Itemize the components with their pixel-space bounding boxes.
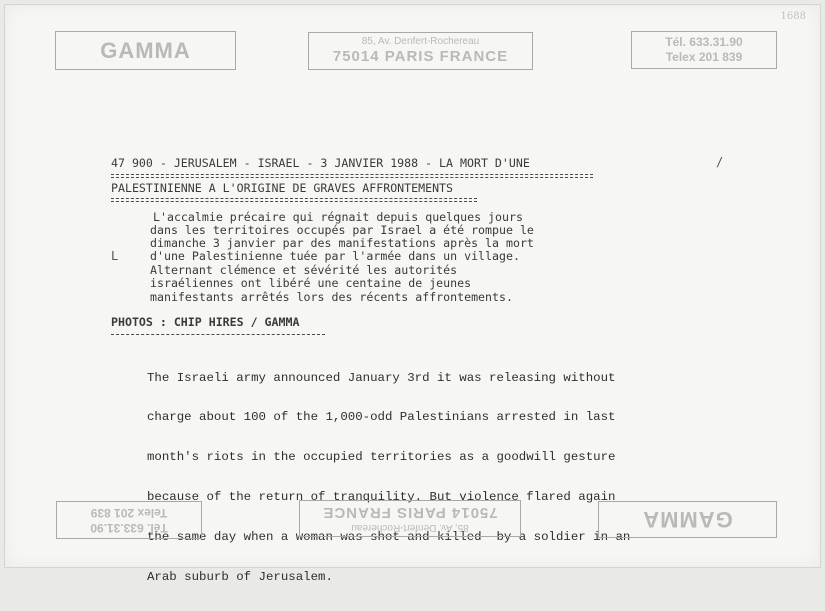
headline-rule-1 [111,174,593,178]
gamma-logo-text: GAMMA [642,507,733,533]
french-line: L'accalmie précaire qui régnait depuis quelques jours [153,210,523,224]
left-margin-mark: L [111,249,119,263]
english-caption [147,345,707,611]
french-line: israéliennes ont libéré une centaine de jeunes [150,276,472,290]
press-photo-back [4,4,821,585]
phone-number: Tél. 633.31.90 [665,35,743,49]
credit-rule [111,334,325,335]
french-line: dimanche 3 janvier par des manifestations après la mort [150,236,534,250]
gamma-logo-stamp-bottom [598,501,777,538]
english-line: Arab suburb of Jerusalem. [147,570,333,585]
gamma-logo-text: GAMMA [100,37,191,63]
address-street: 85, Av. Denfert-Rochereau [351,522,469,533]
headline-line-2: PALESTINIENNE A L'ORIGINE DE GRAVES AFFRONTEMENTS [111,181,454,195]
photo-credit: PHOTOS : CHIP HIRES / GAMMA [111,315,300,329]
phone-stamp-top [631,31,777,69]
english-line: month's riots in the occupied territories as a goodwill gesture [147,450,616,465]
english-line: the same day when a woman was shot and killed by a soldier in an [147,530,631,545]
french-line: d'une Palestinienne tuée par l'armée dans un village. [150,249,520,263]
telex-number: Telex 201 839 [665,50,743,64]
phone-stamp-bottom [56,501,202,539]
english-line: charge about 100 of the 1,000-odd Palestinians arrested in last [147,410,616,425]
headline-rule-2 [111,198,477,202]
pencil-note: 1688 [780,11,806,22]
headline-line-1: 47 900 - JERUSALEM - ISRAEL - 3 JANVIER 1988 - LA MORT D'UNE [111,156,530,170]
right-margin-mark: / [716,155,724,169]
address-stamp-bottom [299,500,521,537]
french-line: Alternant clémence et sévérité les autorités [150,263,458,277]
telex-number: Telex 201 839 [90,506,168,520]
french-line: dans les territoires occupés par Israel a été rompue le [150,223,534,237]
address-city: 75014 PARIS FRANCE [322,504,498,521]
address-street: 85, Av. Denfert-Rochereau [361,36,480,47]
address-stamp-top [308,32,533,70]
french-line: manifestants arrêtés lors des récents affrontements. [150,290,513,304]
english-line: The Israeli army announced January 3rd it was releasing without [147,370,616,385]
phone-number: Tél. 633.31.90 [90,521,168,535]
english-line: because of the return of tranquility. But violence flared again [147,490,616,505]
address-city: 75014 PARIS FRANCE [332,48,509,65]
gamma-logo-stamp-top [55,31,236,70]
